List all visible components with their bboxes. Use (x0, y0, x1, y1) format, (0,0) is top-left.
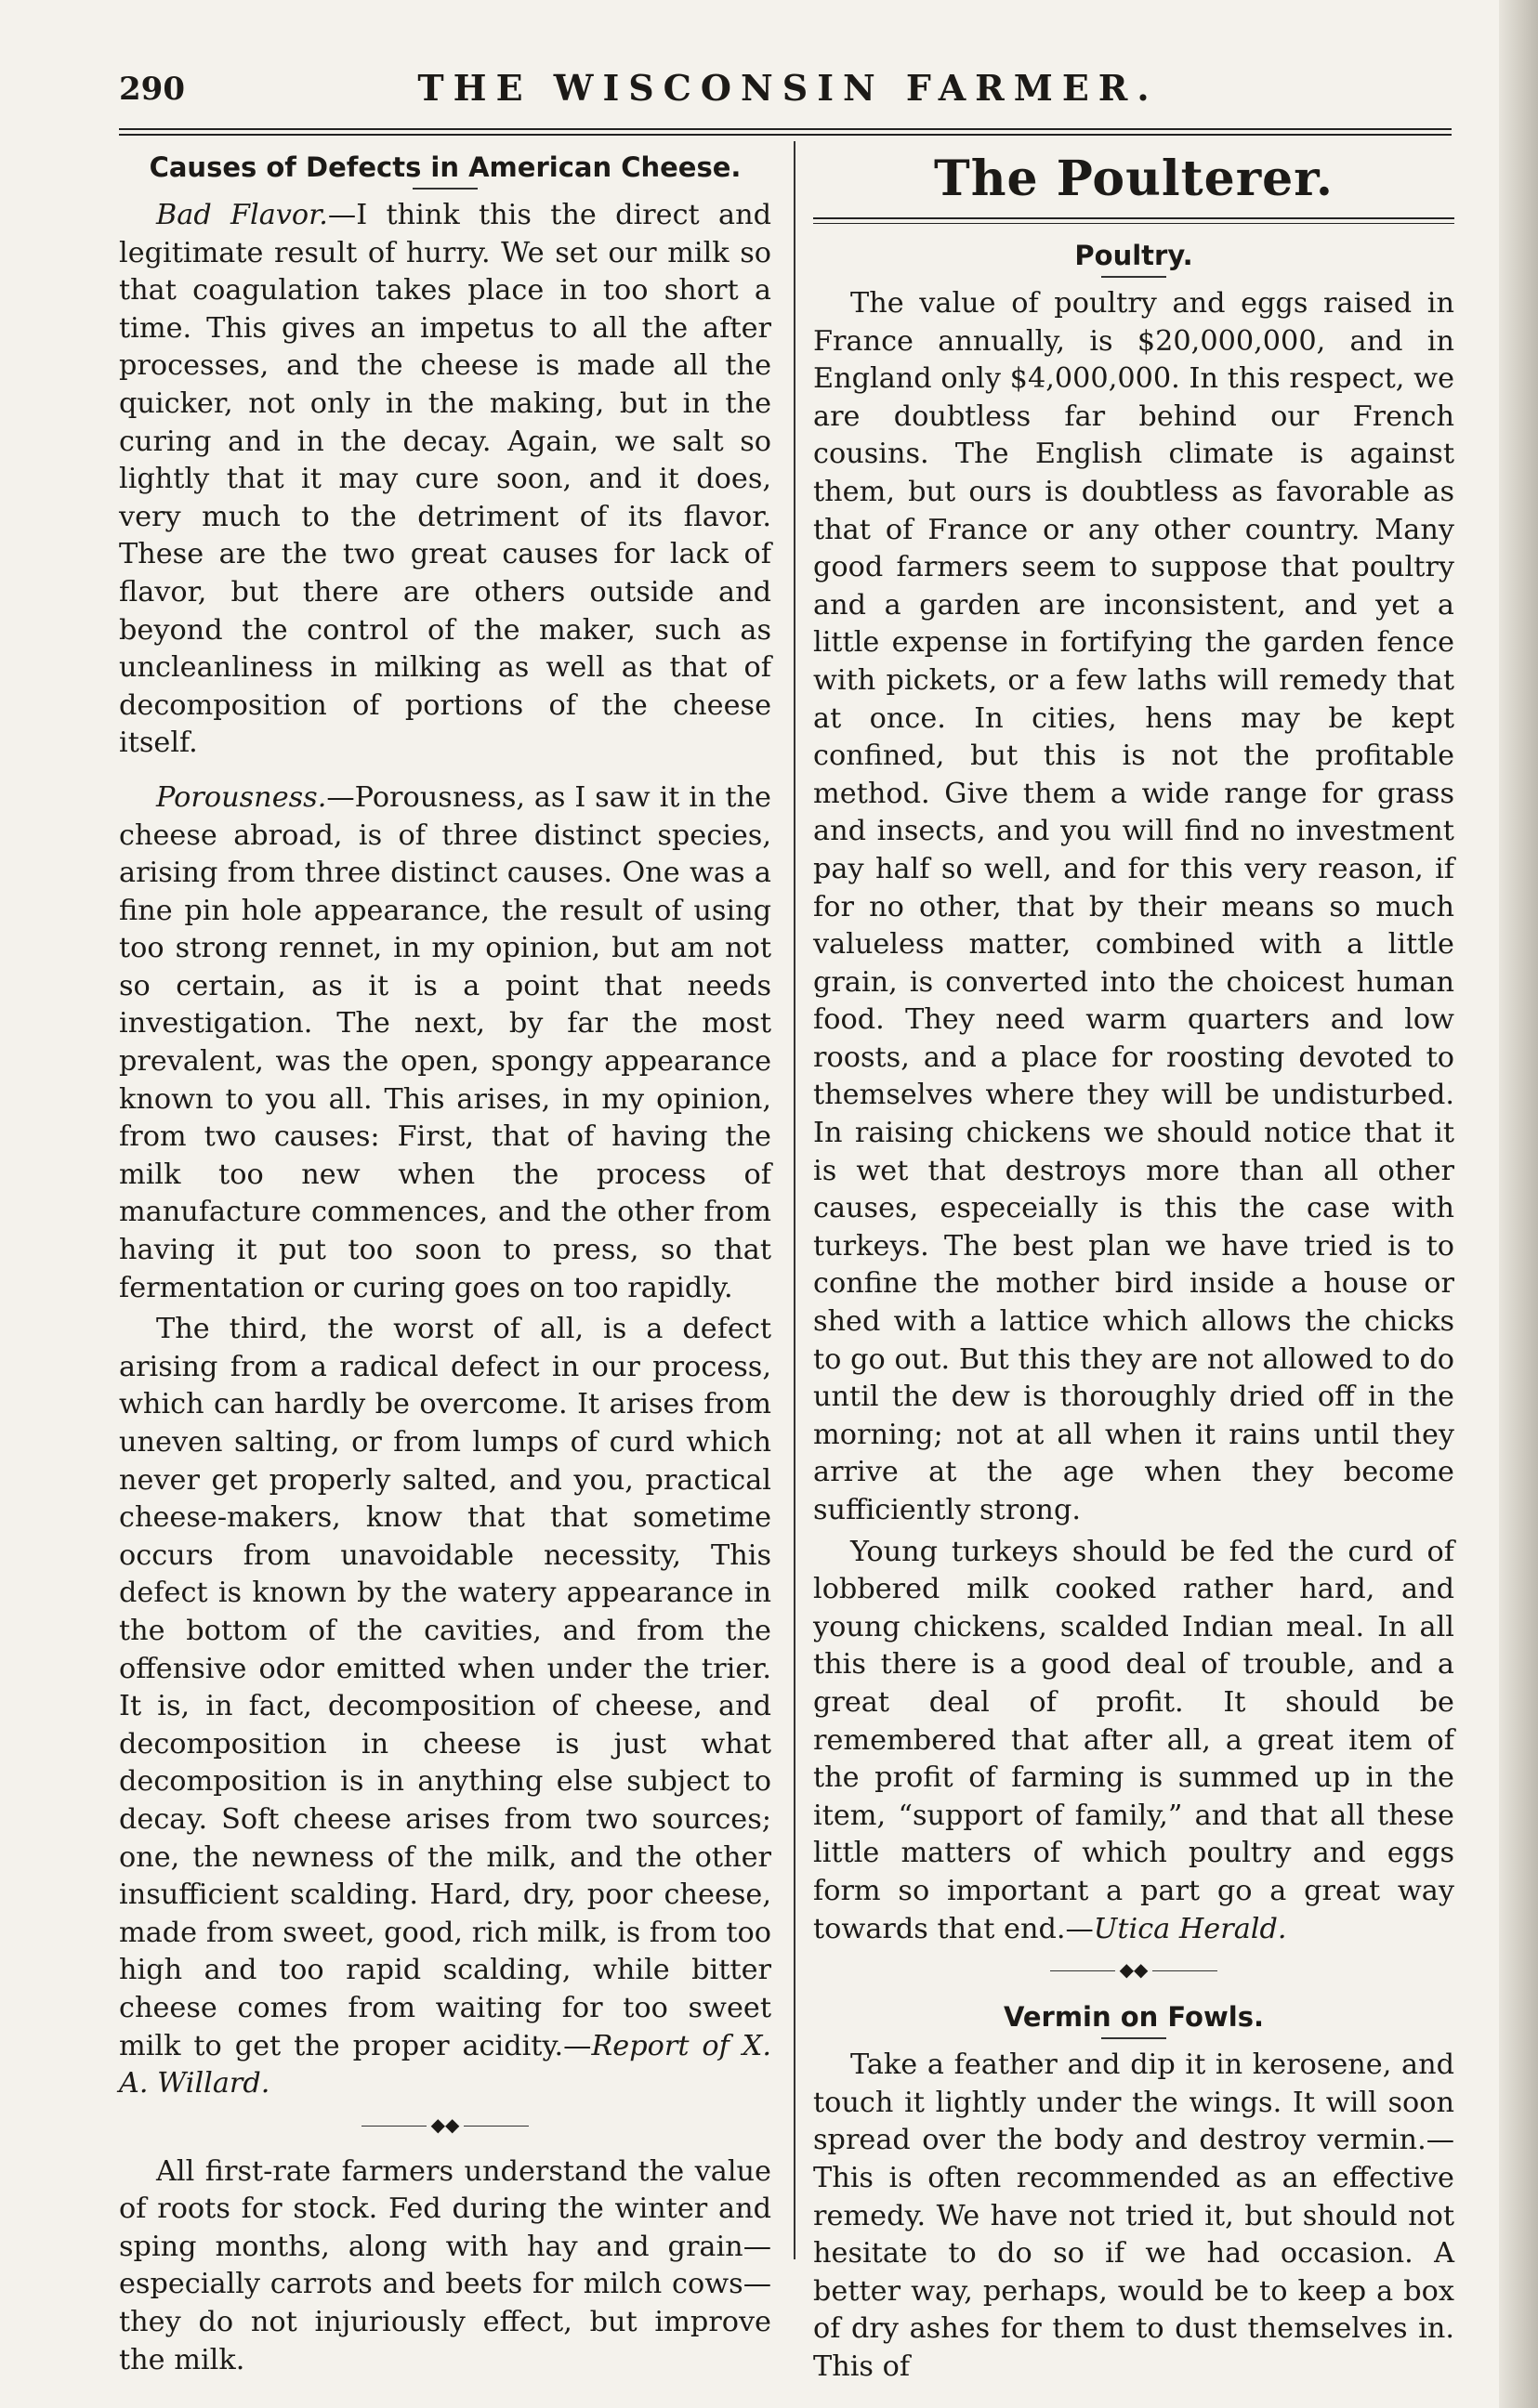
section-divider (119, 2113, 771, 2137)
title-underline (413, 188, 478, 190)
divider-ornament: ◆◆ (1115, 1959, 1152, 1980)
page-header (119, 67, 1457, 119)
book-spine-shadow (1499, 0, 1538, 2408)
paragraph-text: Young turkeys should be fed the curd of lobbered milk cooked rather hard, and young chickens, scalded Indian meal. In all this there is a good deal of trouble, and a great deal of profit. It should be remembered that after all, a great item of the profit of farming is summed up in the item, “support of family,” and that all these little matters of which poultry and eggs form so important a part go a great way towards that end.— (813, 1535, 1454, 1945)
article-title-poultry: Poultry. (1074, 240, 1193, 271)
paragraph-poultry-value (813, 285, 1454, 1530)
title-underline (1101, 2037, 1166, 2039)
department-rule (813, 217, 1454, 224)
run-in-label: Bad Flavor. (156, 199, 328, 231)
paragraph-young-turkeys (813, 1534, 1454, 1949)
header-rule (119, 128, 1452, 130)
paragraph-third-defect (119, 1311, 771, 2102)
paragraph-roots-for-stock (119, 2153, 771, 2380)
article-title-cheese: Causes of Defects in American Cheese. (149, 151, 742, 183)
paragraph-text: —I think this the direct and legitimate result of hurry. We set our milk so that coagulation takes place in too short a time. This gives an impetus to all the after processes, and the cheese is made all the quicker, not only in the making, but in the curing and in the decay. Again, we salt so lightly that it may cure soon, and it does, very much to the detriment of its flavor. These are the two great causes for lack of flavor, but there are others outside and beyond the control of the maker, such as uncleanliness in milking as well as that of decomposition of portions of the cheese itself. (119, 199, 771, 760)
source-attribution: Report of X. A. Willard. (119, 2029, 771, 2100)
source-attribution: Utica Herald. (1093, 1912, 1287, 1945)
journal-title: THE WISCONSIN FARMER. (417, 67, 1159, 109)
run-in-label: Porousness. (156, 780, 327, 814)
left-column (119, 149, 771, 2379)
page-number: 290 (119, 71, 185, 108)
column-divider (794, 141, 795, 2259)
right-column (813, 149, 1454, 2386)
section-divider (813, 1958, 1454, 1982)
divider-ornament: ◆◆ (427, 2114, 464, 2135)
paragraph-text: The value of poultry and eggs raised in France annually, is $20,000,000, and in England only $4,000,000. In this respect, we are doubtless far behind our French cousins. The English climate is against them, but ours is doubtless as favorable as that of France or any other country. Many good farmers seem to suppose that poultry and a garden are inconsistent, and yet a little expense in fortifying the garden fence with pickets, or a few laths will remedy that at once. In cities, hens may be kept confined, but this is not the profitable method. Give them a wide range for grass and insects, and you will find no investment pay half so well, and for this very reason, if for no other, that by their means so much valueless matter, combined with a little grain, is converted into the choicest human food. They need warm quarters and low roosts, and a place for roosting devoted to themselves where they will be undisturbed. In raising chickens we should notice that it is wet that destroys more than all other causes, especeially is this the case with turkeys. The best plan we have tried is to confine the mother bird inside a house or shed with a lattice which allows the chicks to go out. But this they are not allowed to do until the dew is thoroughly dried off in the morning; not at all when it rains until they arrive at the age when they become sufficiently strong. (813, 287, 1454, 1526)
paragraph-porousness (119, 779, 771, 1307)
paragraph-vermin (813, 2047, 1454, 2386)
paragraph-text: —Porousness, as I saw it in the cheese abroad, is of three distinct species, arising from three distinct causes. One was a fine pin hole appearance, the result of using too strong rennet, in my opinion, but am not so certain, as it is a point that needs investigation. The next, by far the most prevalent, was the open, spongy appearance known to you all. This arises, in my opinion, from two causes: First, that of having the milk too new when the process of manufacture commences, and the other from having it put too soon to press, so that fermentation or curing goes on too rapidly. (119, 780, 771, 1304)
paragraph-text: All first-rate farmers understand the value of roots for stock. Fed during the winter and sping months, along with hay and grain—especially carrots and beets for milch cows—they do not injuriously effect, but improve the milk. (119, 2154, 771, 2376)
header-rule-thin (119, 134, 1452, 136)
article-title-vermin: Vermin on Fowls. (1004, 2001, 1264, 2034)
paragraph-text: The third, the worst of all, is a defect arising from a radical defect in our process, which can hardly be overcome. It arises from uneven salting, or from lumps of curd which never get properly salted, and you, practical cheese-makers, know that that sometime occurs from unavoidable necessity, This defect is known by the watery appearance in the bottom of the cavities, and from the offensive odor emitted when under the trier. It is, in fact, decomposition of cheese, and decomposition in cheese is just what decomposition is in anything else subject to decay. Soft cheese arises from two sources; one, the newness of the milk, and the other insufficient scalding. Hard, dry, poor cheese, made from sweet, good, rich milk, is from too high and too rapid scalding, while bitter cheese comes from waiting for too sweet milk to get the proper acidity.— (119, 1313, 771, 2062)
paragraph-text: Take a feather and dip it in kerosene, and touch it lightly under the wings. It will soon spread over the body and destroy vermin.—This is often recommended as an effective remedy. We have not tried it, but should not hesitate to do so if we had occasion. A better way, perhaps, would be to keep a box of dry ashes for them to dust themselves in. This of (813, 2048, 1454, 2383)
department-title: The Poulterer. (934, 150, 1334, 207)
paragraph-bad-flavor (119, 197, 771, 763)
title-underline (1101, 276, 1166, 278)
